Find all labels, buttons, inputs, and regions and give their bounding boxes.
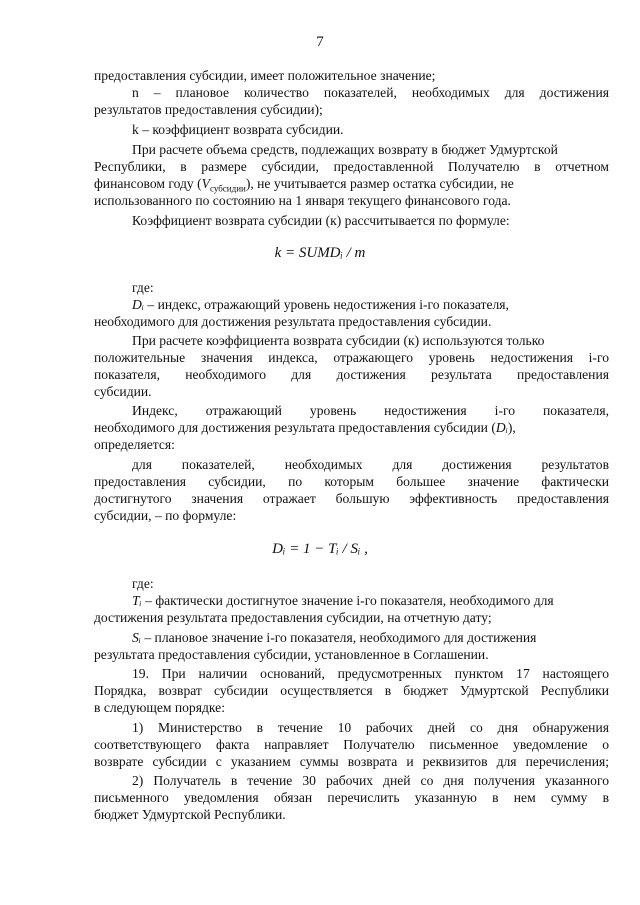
text-line: предоставления субсидии, имеет положительное значение; [94,68,436,83]
text-line [94,420,609,436]
text-line: достигнутого значения отражает большую эффективность предоставления [94,491,609,506]
text-line [132,593,609,609]
text-line: субсидии. [94,384,152,399]
formula-symbol: Dᵢ [132,297,144,312]
text-line: результата предоставления субсидии, установленное в Соглашении. [94,647,489,662]
text-line: 2) Получатель в течение 30 рабочих дней со дня получения указанного [132,773,609,788]
text-line: При расчете коэффициента возврата субсидии (к) используются только [132,333,545,348]
formula-symbol: Sᵢ [132,630,141,645]
text-line: субсидии, – по формуле: [94,508,237,523]
text-line: определяется: [94,437,175,452]
text-line: письменного уведомления обязан перечислить указанную в нем сумму в [94,790,609,805]
text-line: При расчете объема средств, подлежащих возврату в бюджет Удмуртской [132,142,558,157]
formula-symbol: Dᵢ [495,420,508,435]
text-line: результатов предоставления субсидии); [94,102,323,117]
formula: k = SUMDᵢ / m [274,245,366,261]
text-line: Республики, в размере субсидии, предоставленной Получателю в отчетном [94,159,609,174]
text-line: где: [132,576,154,591]
formula-symbol: Tᵢ [132,593,142,608]
text-line: Индекс, отражающий уровень недостижения i-го показателя, [132,403,609,418]
text-line: показателя, необходимого для достижения результата предоставления [94,367,609,382]
text-line: в следующем порядке: [94,700,225,715]
text-line: возврате субсидии с указанием суммы возврата и реквизитов для перечисления; [94,754,609,769]
formula: Dᵢ = 1 − Tᵢ / Sᵢ , [272,541,368,557]
text-fragment: финансовом году ( [94,176,202,191]
text-fragment: – плановое значение i-го показателя, необходимого для достижения [140,630,537,645]
text-fragment: ), [507,420,516,435]
text-fragment: – фактически достигнутое значение i-го показателя, необходимого для [141,593,554,608]
page-number: 7 [316,34,324,50]
text-line: бюджет Удмуртской Республики. [94,807,286,822]
text-line: предоставления субсидии, по которым большее значение фактически [94,474,609,489]
text-fragment: – индекс, отражающий уровень недостижения i-го показателя, [143,297,509,312]
text-fragment: необходимого для достижения результата предоставления субсидии ( [94,420,496,435]
text-line: k – коэффициент возврата субсидии. [132,122,344,137]
text-line: n – плановое количество показателей, необходимых для достижения [132,85,609,100]
text-line [132,630,609,646]
text-line: 19. При наличии оснований, предусмотренных пунктом 17 настоящего [132,666,609,681]
formula-symbol: V [201,176,210,191]
text-line: где: [132,280,154,295]
text-line: 1) Министерство в течение 10 рабочих дней со дня обнаружения [132,720,609,735]
text-line: Порядка, возврат субсидии осуществляется в бюджет Удмуртской Республики [94,683,609,698]
text-line: необходимого для достижения результата предоставления субсидии. [94,314,492,329]
text-line: для показателей, необходимых для достижения результатов [132,457,609,472]
text-line: достижения результата предоставления субсидии, на отчетную дату; [94,610,492,625]
text-fragment: ), не учитывается размер остатка субсидии, не [245,176,514,191]
formula-subscript: субсидии [209,183,246,194]
text-line [132,297,609,313]
text-line: положительные значения индекса, отражающего уровень недостижения i-го [94,350,609,365]
text-line: использованного по состоянию на 1 января текущего финансового года. [94,193,511,208]
text-line: соответствующего факта направляет Получателю письменное уведомление о [94,737,609,752]
text-line: Коэффициент возврата субсидии (к) рассчитывается по формуле: [132,213,510,228]
